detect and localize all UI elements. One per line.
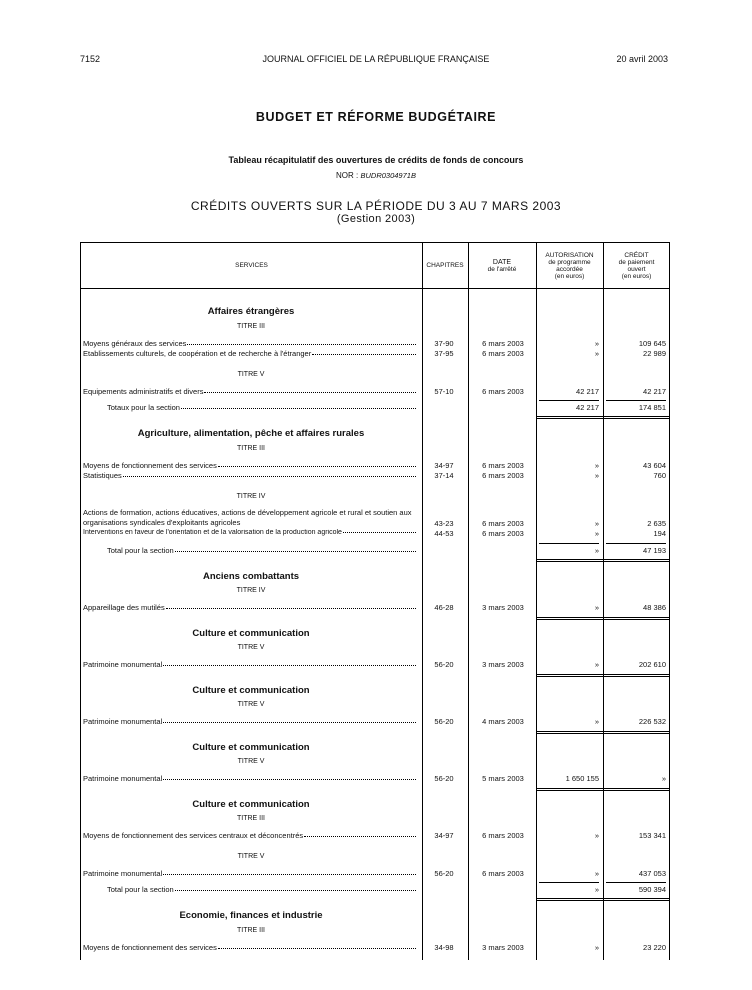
credit-cell: 22 989 (643, 349, 666, 358)
total-label: Total pour la section (107, 885, 174, 894)
table-row (81, 869, 669, 881)
nor-label: NOR : (336, 171, 359, 180)
leader-dots (218, 466, 416, 467)
chapitre-cell: 34-98 (434, 943, 454, 952)
leader-dots (204, 392, 416, 393)
leader-dots (163, 779, 416, 780)
autorisation-cell: » (594, 546, 599, 555)
autorisation-cell: » (594, 660, 599, 669)
chapitre-cell: 43-23 (434, 519, 454, 528)
section-end-rule (536, 788, 670, 791)
leader-dots (175, 890, 416, 891)
section-heading: Agriculture, alimentation, pêche et affaires rurales (137, 428, 365, 439)
section-end-rule (536, 617, 670, 620)
autorisation-cell: » (594, 529, 599, 538)
titre-label: TITRE IV (236, 493, 266, 500)
issue-date: 20 avril 2003 (616, 54, 668, 64)
date-cell: 4 mars 2003 (482, 717, 524, 726)
service-label: Interventions en faveur de l'orientation et de la valorisation de la production agricole (83, 529, 342, 536)
chapitre-cell: 56-20 (434, 774, 454, 783)
section-end-rule (536, 416, 670, 419)
service-label: Patrimoine monumental (83, 869, 163, 878)
titre-label: TITRE III (237, 445, 265, 452)
date-cell: 6 mars 2003 (482, 461, 524, 470)
autorisation-cell: » (594, 717, 599, 726)
credit-cell: 202 610 (638, 660, 666, 669)
service-label: Equipements administratifs et divers (83, 387, 204, 396)
titre-label: TITRE V (237, 371, 265, 378)
chapitre-cell: 34-97 (434, 831, 454, 840)
date-cell: 6 mars 2003 (482, 529, 524, 538)
subtotal-rule (606, 543, 666, 544)
nor-code: BUDR0304971B (360, 171, 416, 180)
autorisation-cell: » (594, 831, 599, 840)
credits-heading-gestion: (Gestion 2003) (336, 213, 416, 225)
autorisation-cell: » (594, 943, 599, 952)
section-title: BUDGET ET RÉFORME BUDGÉTAIRE (255, 110, 497, 124)
autorisation-cell: » (594, 869, 599, 878)
subtotal-rule (606, 882, 666, 883)
section-heading: Anciens combattants (202, 571, 300, 582)
col-header-services: SERVICES (235, 262, 268, 269)
col-header-autorisation-line: (en euros) (554, 272, 585, 280)
credit-cell: 2 635 (647, 519, 666, 528)
table-row (81, 717, 669, 729)
section-heading: Culture et communication (192, 685, 310, 696)
chapitre-cell: 37-90 (434, 339, 454, 348)
titre-label: TITRE V (237, 758, 265, 765)
credits-table (80, 242, 670, 960)
autorisation-cell: » (594, 461, 599, 470)
total-row (81, 885, 669, 897)
titre-label: TITRE V (237, 644, 265, 651)
header-divider (81, 288, 669, 289)
credit-cell: 43 604 (643, 461, 666, 470)
section-heading: Culture et communication (192, 742, 310, 753)
service-label: Moyens de fonctionnement des services centraux et déconcentrés (83, 831, 304, 840)
credit-cell: 437 053 (638, 869, 666, 878)
credit-cell: 42 217 (643, 387, 666, 396)
journal-title: JOURNAL OFFICIEL DE LA RÉPUBLIQUE FRANÇAISE (262, 54, 490, 64)
col-header-credit-line: de paiement (618, 258, 655, 266)
autorisation-cell: » (594, 339, 599, 348)
col-header-autorisation-line: de programme (548, 258, 591, 266)
date-cell: 6 mars 2003 (482, 519, 524, 528)
chapitre-cell: 34-97 (434, 461, 454, 470)
col-header-autorisation-line: accordée (556, 265, 583, 273)
col-header-autorisation-line: AUTORISATION (545, 251, 594, 259)
nor-reference (0, 171, 752, 180)
chapitre-cell: 56-20 (434, 660, 454, 669)
titre-label: TITRE IV (236, 587, 266, 594)
section-end-rule (536, 559, 670, 562)
service-label: Appareillage des mutilés (83, 603, 165, 612)
subtotal-rule (539, 882, 599, 883)
section-end-rule (536, 674, 670, 677)
table-row (81, 603, 669, 615)
chapitre-cell: 56-20 (434, 717, 454, 726)
table-row (81, 774, 669, 786)
col-header-credit-line: ouvert (627, 265, 646, 273)
credit-cell: 109 645 (638, 339, 666, 348)
service-label: Moyens de fonctionnement des services (83, 943, 217, 952)
autorisation-cell: 42 217 (576, 387, 599, 396)
leader-dots (166, 608, 416, 609)
section-heading: Culture et communication (192, 799, 310, 810)
credit-cell: » (661, 774, 666, 783)
col-header-date-title: DATE (492, 258, 512, 266)
chapitre-cell: 37-14 (434, 471, 454, 480)
table-row (81, 943, 669, 955)
section-heading: Economie, finances et industrie (179, 910, 323, 921)
chapitre-cell: 46-28 (434, 603, 454, 612)
total-label: Totaux pour la section (107, 403, 180, 412)
service-label: Moyens de fonctionnement des services (83, 461, 217, 470)
credit-cell: 48 386 (643, 603, 666, 612)
credit-cell: 194 (653, 529, 666, 538)
autorisation-cell: 1 650 155 (565, 774, 599, 783)
date-cell: 6 mars 2003 (482, 831, 524, 840)
col-header-date-sub: de l'arrêté (487, 265, 517, 273)
date-cell: 5 mars 2003 (482, 774, 524, 783)
total-row (81, 403, 669, 415)
total-row (81, 546, 669, 558)
autorisation-cell: » (594, 349, 599, 358)
autorisation-cell: » (594, 603, 599, 612)
service-label: Actions de formation, actions éducatives, actions de développement agricole et rural et soutien aux organisations syndicales d'exploitants agricoles (83, 508, 412, 527)
col-header-credit (603, 243, 670, 288)
credit-cell: 760 (653, 471, 666, 480)
service-label: Patrimoine monumental (83, 717, 163, 726)
service-label: Patrimoine monumental (83, 660, 163, 669)
service-label: Patrimoine monumental (83, 774, 163, 783)
section-end-rule (536, 731, 670, 734)
table-row (81, 387, 669, 399)
leader-dots (123, 476, 416, 477)
autorisation-cell: » (594, 519, 599, 528)
date-cell: 6 mars 2003 (482, 869, 524, 878)
leader-dots (312, 354, 416, 355)
document-subtitle: Tableau récapitulatif des ouvertures de crédits de fonds de concours (228, 155, 524, 165)
subtotal-rule (539, 543, 599, 544)
credit-cell: 174 851 (638, 403, 666, 412)
date-cell: 3 mars 2003 (482, 603, 524, 612)
service-label: Etablissements culturels, de coopération et de recherche à l'étranger (83, 349, 312, 358)
col-header-credit-line: CRÉDIT (624, 251, 649, 259)
date-cell: 6 mars 2003 (482, 339, 524, 348)
date-cell: 3 mars 2003 (482, 660, 524, 669)
chapitre-cell: 44-53 (434, 529, 454, 538)
date-cell: 6 mars 2003 (482, 349, 524, 358)
total-label: Total pour la section (107, 546, 174, 555)
col-header-credit-line: (en euros) (621, 272, 652, 280)
titre-label: TITRE V (237, 701, 265, 708)
page-number: 7152 (80, 54, 101, 64)
table-row (81, 349, 669, 361)
titre-label: TITRE III (237, 815, 265, 822)
titre-label: TITRE V (237, 853, 265, 860)
service-label: Statistiques (83, 471, 122, 480)
leader-dots (163, 874, 416, 875)
chapitre-cell: 37-95 (434, 349, 454, 358)
leader-dots (187, 344, 416, 345)
leader-dots (175, 551, 416, 552)
table-row (81, 471, 669, 483)
section-end-rule (536, 898, 670, 901)
leader-dots (163, 722, 416, 723)
autorisation-cell: » (594, 885, 599, 894)
col-header-chapitres: CHAPITRES (426, 262, 464, 269)
credit-cell: 153 341 (638, 831, 666, 840)
credit-cell: 226 532 (638, 717, 666, 726)
leader-dots (304, 836, 416, 837)
date-cell: 3 mars 2003 (482, 943, 524, 952)
table-row (81, 831, 669, 843)
table-row (81, 660, 669, 672)
chapitre-cell: 56-20 (434, 869, 454, 878)
chapitre-cell: 57-10 (434, 387, 454, 396)
credit-cell: 590 394 (638, 885, 666, 894)
col-header-date (468, 243, 536, 288)
leader-dots (181, 408, 416, 409)
leader-dots (218, 948, 416, 949)
leader-dots (343, 532, 416, 533)
section-heading: Affaires étrangères (207, 306, 295, 317)
date-cell: 6 mars 2003 (482, 387, 524, 396)
subtotal-rule (539, 400, 599, 401)
col-header-autorisation (536, 243, 603, 288)
table-row (81, 529, 669, 541)
section-heading: Culture et communication (192, 628, 310, 639)
leader-dots (163, 665, 416, 666)
autorisation-cell: » (594, 471, 599, 480)
date-cell: 6 mars 2003 (482, 471, 524, 480)
titre-label: TITRE III (237, 323, 265, 330)
credit-cell: 23 220 (643, 943, 666, 952)
service-label: Moyens généraux des services (83, 339, 187, 348)
subtotal-rule (606, 400, 666, 401)
credits-heading: CRÉDITS OUVERTS SUR LA PÉRIODE DU 3 AU 7 MARS 2003 (190, 199, 562, 213)
autorisation-cell: 42 217 (576, 403, 599, 412)
titre-label: TITRE III (237, 927, 265, 934)
credit-cell: 47 193 (643, 546, 666, 555)
